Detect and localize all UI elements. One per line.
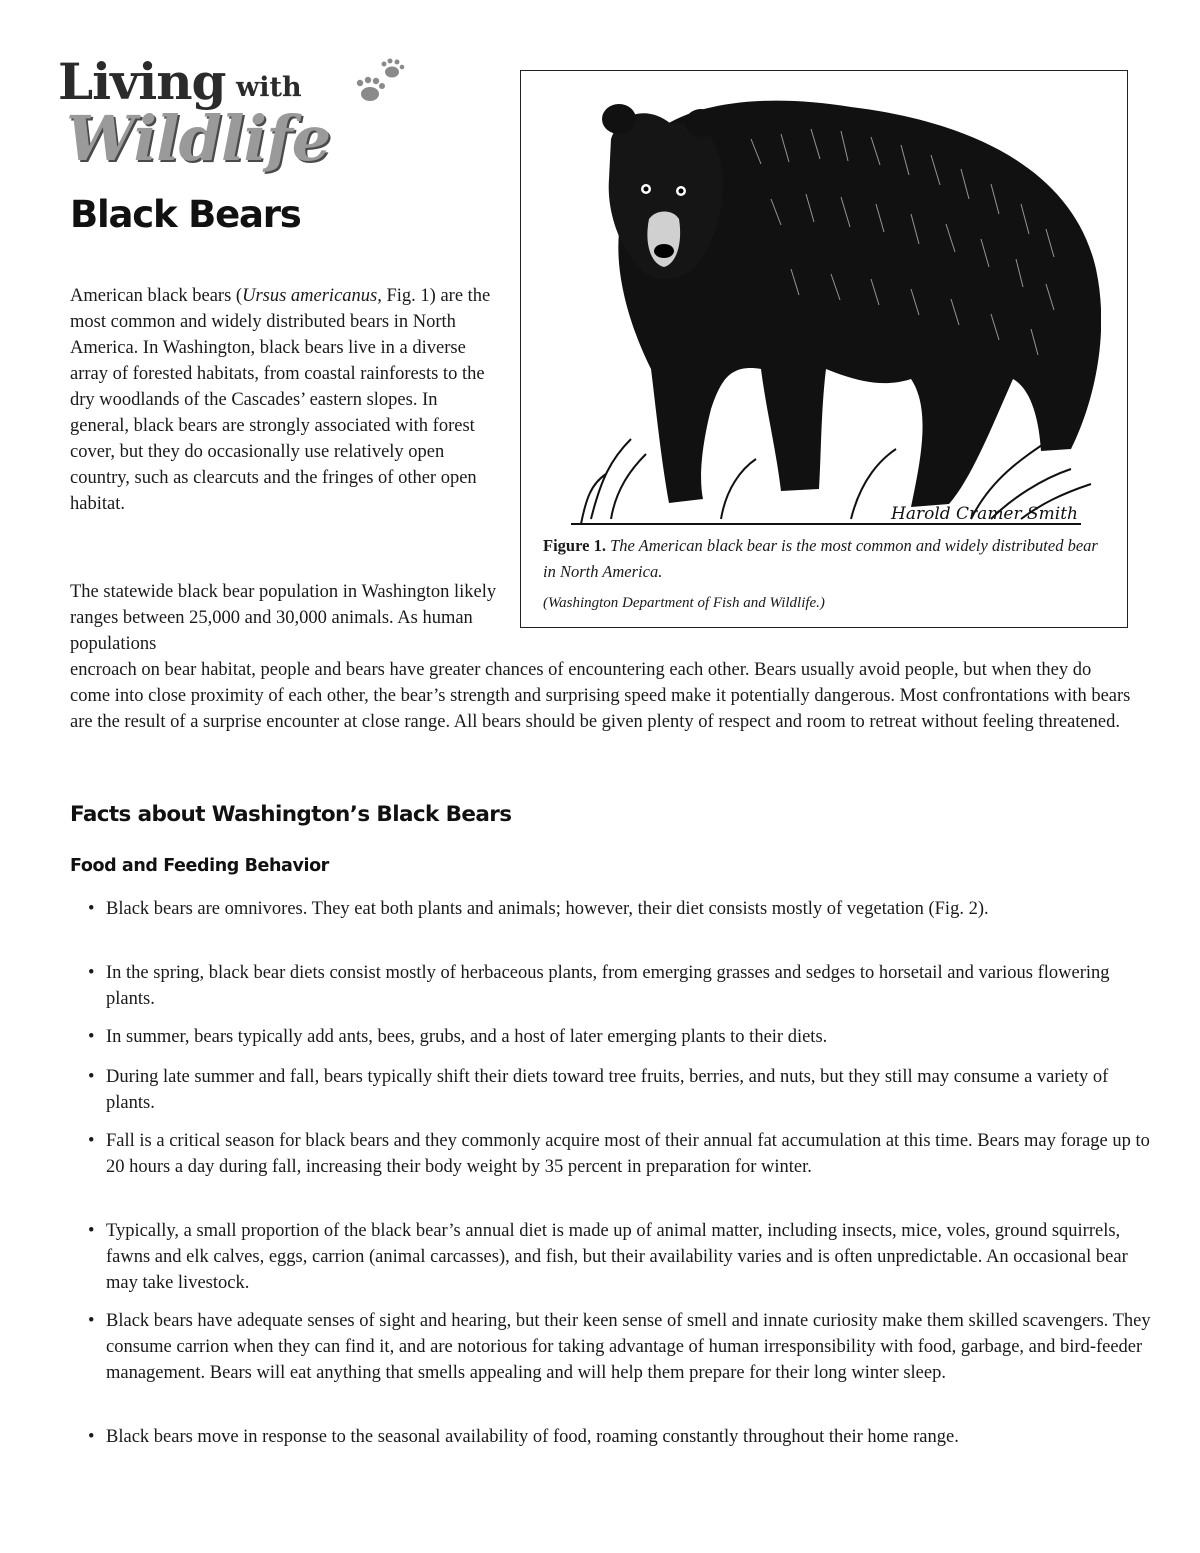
artist-signature: Harold Cramer Smith: [891, 504, 1079, 524]
intro-p1-end: Fig. 1) are the most common and widely distributed bears in North America. In Washington, black bears live in a diverse array of forested habitats, from coastal rainforests to the dry woodlands of the Cascades’ eastern slopes. In general, black bears are strongly associated with forest cover, but they do occasionally use relatively open country, such as clearcuts and the fringes of other open habitat.: [70, 286, 491, 514]
logo-word-living: Living: [58, 52, 226, 111]
list-item: • During late summer and fall, bears typically shift their diets toward tree fruits, berries, and nuts, but they still may consume a variety of plants.: [88, 1064, 1151, 1116]
intro-paragraph-1: [70, 283, 500, 517]
intro-p2-rest: encroach on bear habitat, people and bears have greater chances of encountering each other. Bears usually avoid people, but when they do come into close proximity of each other, the bear’s strength and surprising speed make it potentially dangerous. Most confrontations with bears are the result of a surprise encounter at close range. All bears should be given plenty of respect and room to retreat without feeling threatened.: [70, 660, 1131, 732]
figure-credit: (Washington Department of Fish and Wildlife.): [543, 595, 825, 611]
living-with-wildlife-logo: [58, 52, 368, 182]
intro-paragraph-2: [70, 579, 1132, 735]
species-name: Ursus americanus,: [242, 286, 382, 306]
intro-p2-lead: The statewide black bear population in Washington likely ranges between 25,000 and 30,000 animals. As human populations: [70, 582, 497, 654]
figure-caption-text: The American black bear is the most common and widely distributed bear in North America.: [543, 536, 1098, 581]
section-subheading: Food and Feeding Behavior: [70, 856, 329, 876]
logo-word-wildlife: Wildlife: [66, 102, 331, 175]
figure-1: [520, 70, 1128, 628]
list-item: • Black bears move in response to the seasonal availability of food, roaming constantly throughout their home range.: [88, 1424, 1151, 1450]
logo-word-with: with: [236, 72, 302, 103]
list-item: • In summer, bears typically add ants, bees, grubs, and a host of later emerging plants to their diets.: [88, 1024, 1151, 1050]
paw-prints-icon: [318, 56, 408, 112]
black-bear-illustration: [551, 79, 1101, 534]
list-item: • Fall is a critical season for black bears and they commonly acquire most of their annual fat accumulation at this time. Bears may forage up to 20 hours a day during fall, increasing their body weight by 35 percent in preparation for winter.: [88, 1128, 1151, 1180]
list-item: • Black bears are omnivores. They eat both plants and animals; however, their diet consists mostly of vegetation (Fig. 2).: [88, 896, 1151, 922]
intro-p1-start: American black bears (: [70, 286, 243, 306]
list-item: • Typically, a small proportion of the black bear’s annual diet is made up of animal matter, including insects, mice, voles, ground squirrels, fawns and elk calves, eggs, carrion (animal carcasses), and fish, but their availability varies and is often unpredictable. An occasional bear may take livestock.: [88, 1218, 1151, 1296]
figure-caption-label: Figure 1.: [543, 536, 606, 555]
list-item: • Black bears have adequate senses of sight and hearing, but their keen sense of smell and innate curiosity make them skilled scavengers. They consume carrion when they can find it, and are notorious for taking advantage of human irresponsibility with food, garbage, and bird-feeder management. Bears will eat anything that smells appealing and will help them prepare for their long winter sleep.: [88, 1308, 1151, 1386]
section-heading: Facts about Washington’s Black Bears: [70, 802, 512, 827]
figure-caption: [543, 533, 1113, 585]
page-title: Black Bears: [70, 193, 301, 236]
list-item: • In the spring, black bear diets consist mostly of herbaceous plants, from emerging grasses and sedges to horsetail and various flowering plants.: [88, 960, 1151, 1012]
